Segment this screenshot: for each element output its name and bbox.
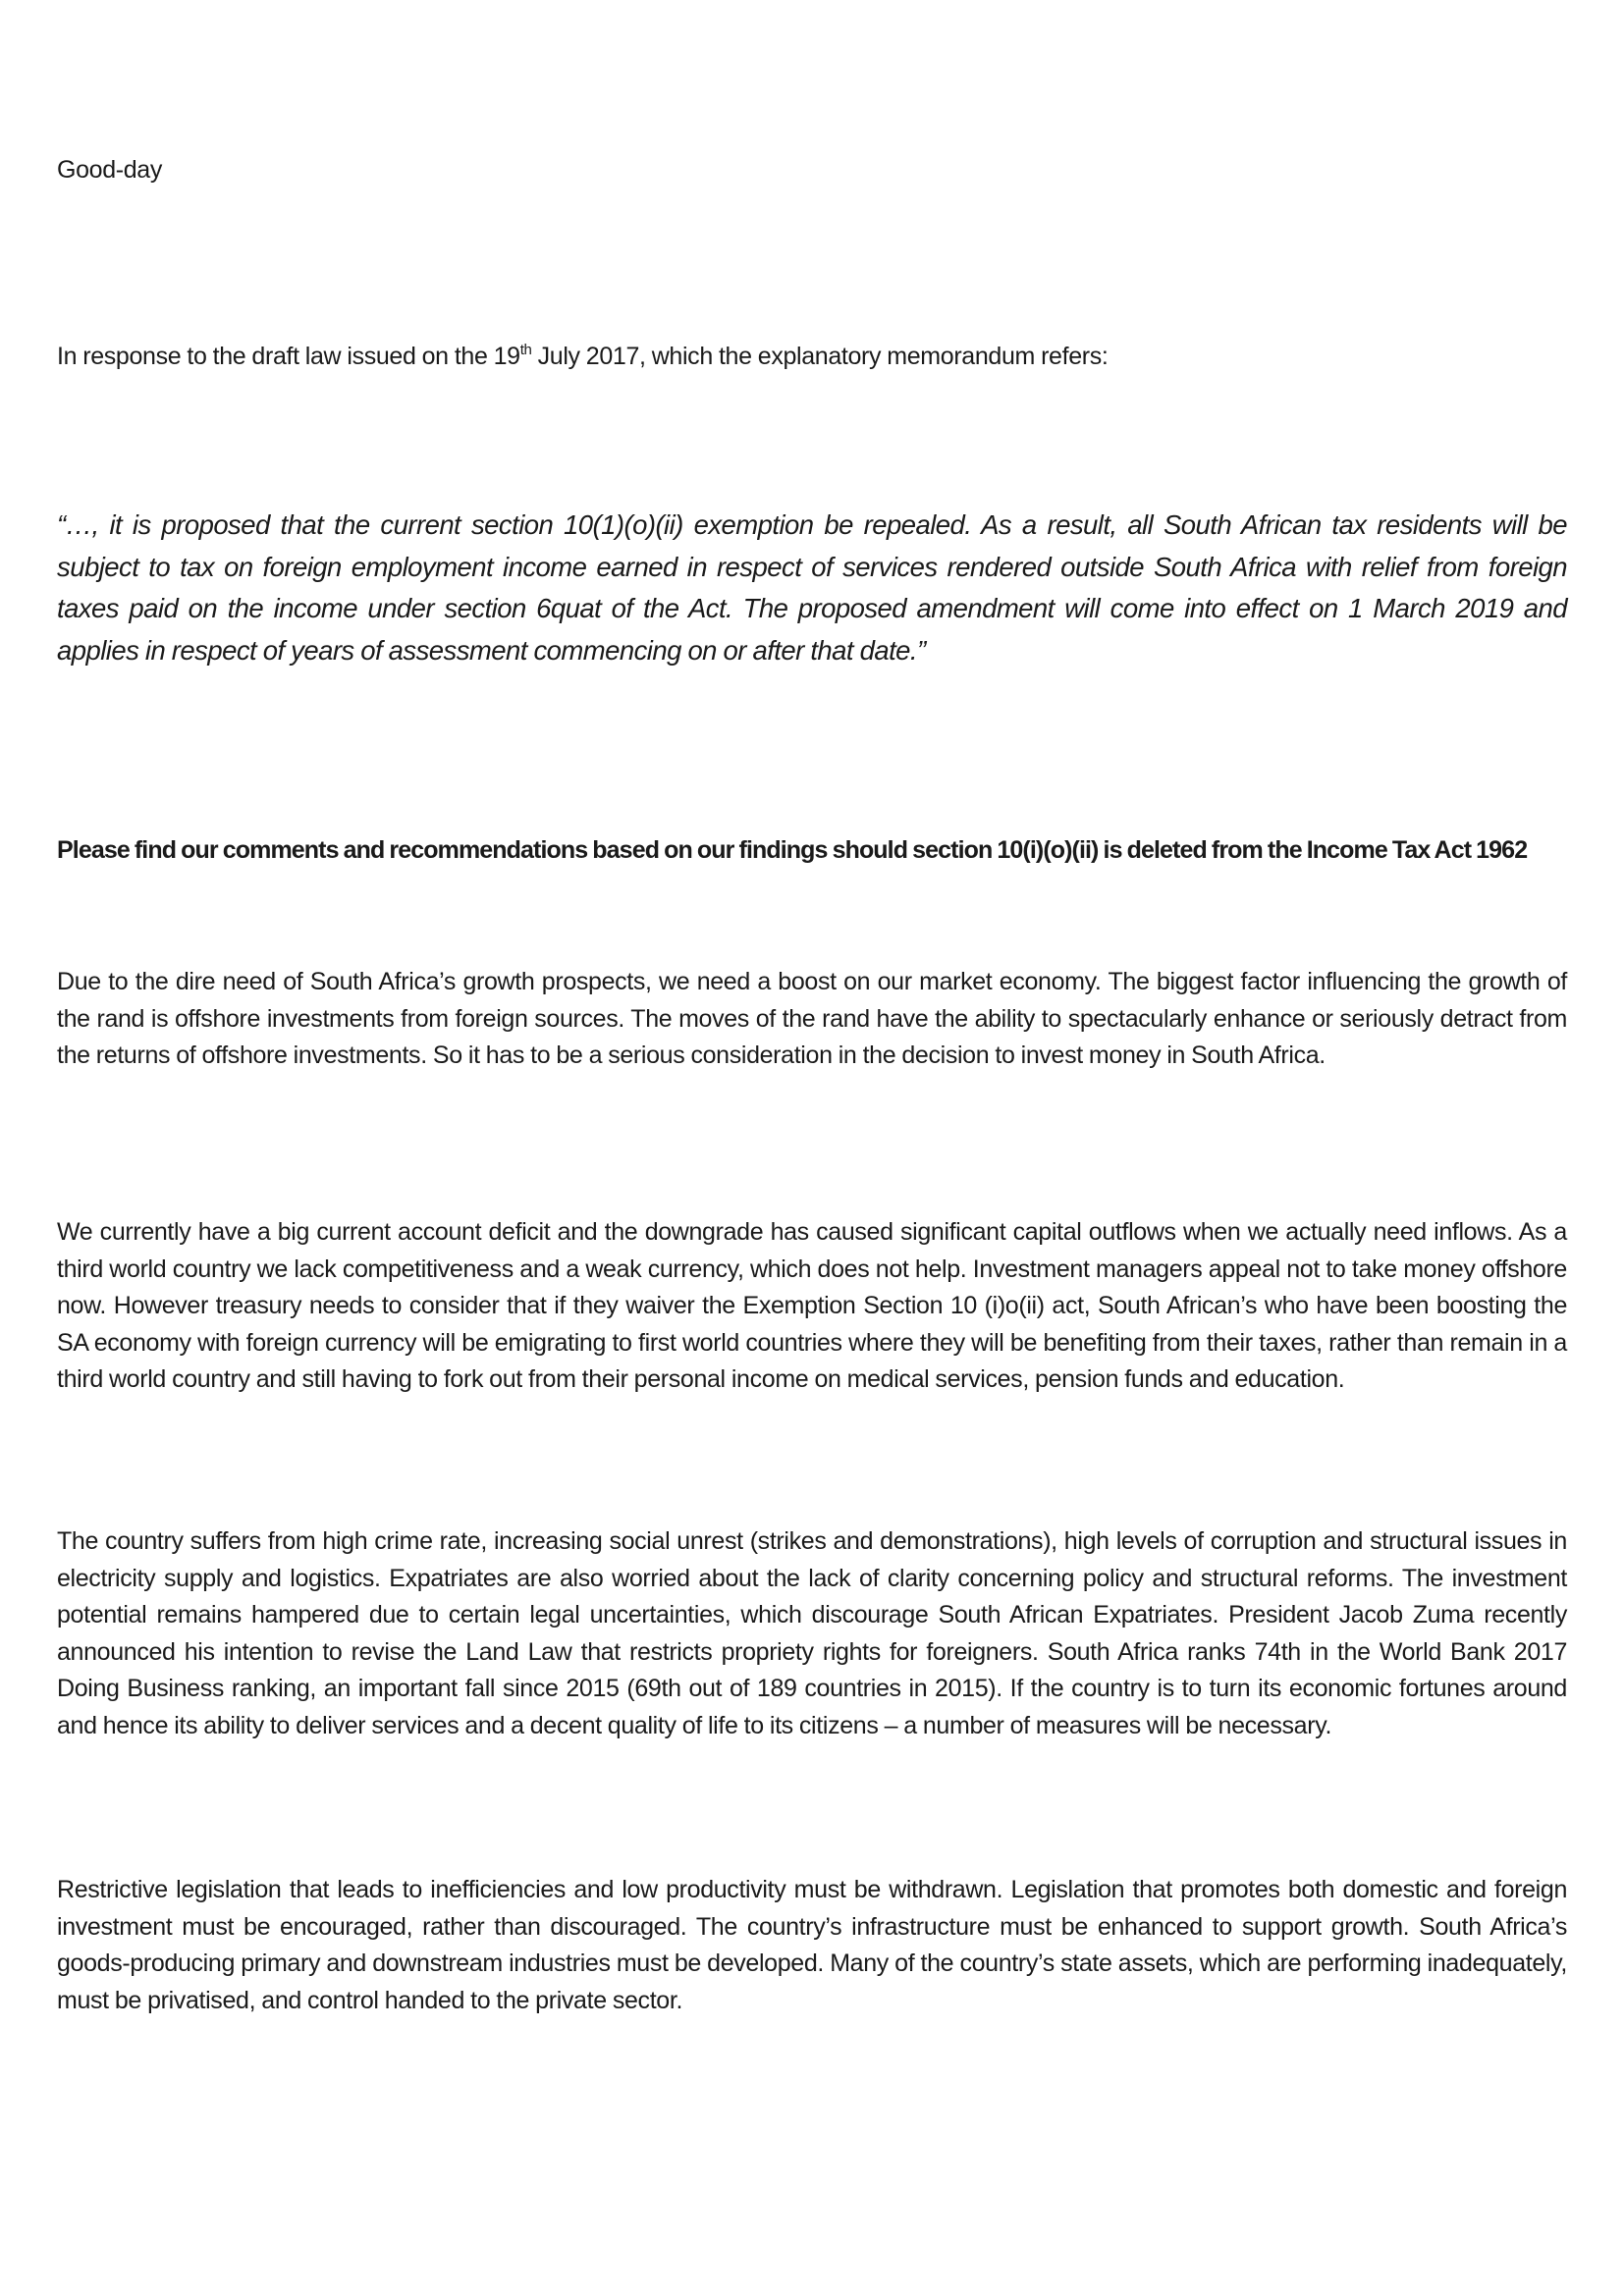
greeting: Good-day [57, 156, 162, 184]
paragraph-crime-and-uncertainty: The country suffers from high crime rate, increasing social unrest (strikes and demonstrations), high levels of corruption and structural issues in electricity supply and logistics. Expatriates are also worried about the lack of clarity concerning policy and structural reforms. The investment potential remains hampered due to certain legal uncertainties, which discourage South African Expatriates. President Jacob Zuma recently announced his intention to revise the Land Law that restricts propriety rights for foreigners. South Africa ranks 74th in the World Bank 2017 Doing Business ranking, an important fall since 2015 (69th out of 189 countries in 2015). If the country is to turn its economic fortunes around and hence its ability to deliver services and a decent quality of life to its citizens – a number of measures will be necessary. [57, 1527, 1567, 1739]
paragraph-current-account-deficit: We currently have a big current account deficit and the downgrade has caused significant capital outflows when we actually need inflows. As a third world country we lack competitiveness and a weak currency, which does not help. Investment managers appeal not to take money offshore now. However treasury needs to consider that if they waiver the Exemption Section 10 (i)o(ii) act, South African’s who have been boosting the SA economy with foreign currency will be emigrating to first world countries where they will be benefiting from their taxes, rather than remain in a third world country and still having to fork out from their personal income on medical services, pension funds and education. [57, 1218, 1567, 1394]
paragraph-growth-prospects: Due to the dire need of South Africa’s growth prospects, we need a boost on our market economy. The biggest factor influencing the growth of the rand is offshore investments from foreign sources. The moves of the rand have the ability to spectacularly enhance or seriously detract from the returns of offshore investments. So it has to be a serious consideration in the decision to invest money in South Africa. [57, 968, 1567, 1070]
intro-sentence [57, 342, 1567, 371]
intro-ordinal-suffix: th [519, 342, 532, 358]
paragraph-legislation-reform: Restrictive legislation that leads to inefficiencies and low productivity must be withdrawn. Legislation that promotes both domestic and foreign investment must be encouraged, rather than discouraged. The country’s infrastructure must be enhanced to support growth. South Africa’s goods-producing primary and downstream industries must be developed. Many of the country’s state assets, which are performing inadequately, must be privatised, and control handed to the private sector. [57, 1876, 1567, 2014]
comments-heading: Please find our comments and recommendations based on our findings should section 10(i)(o)(ii) is deleted from the Income Tax Act 1962 [57, 836, 1528, 864]
intro-text-end: July 2017, which the explanatory memorandum refers: [531, 343, 1109, 370]
memorandum-quote: “…, it is proposed that the current section 10(1)(o)(ii) exemption be repealed. As a result, all South African tax residents will be subject to tax on foreign employment income earned in respect of services rendered outside South Africa with relief from foreign taxes paid on the income under section 6quat of the Act. The proposed amendment will come into effect on 1 March 2019 and applies in respect of years of assessment commencing on or after that date.” [57, 509, 1567, 666]
intro-text-start: In response to the draft law issued on the 19 [57, 343, 520, 370]
